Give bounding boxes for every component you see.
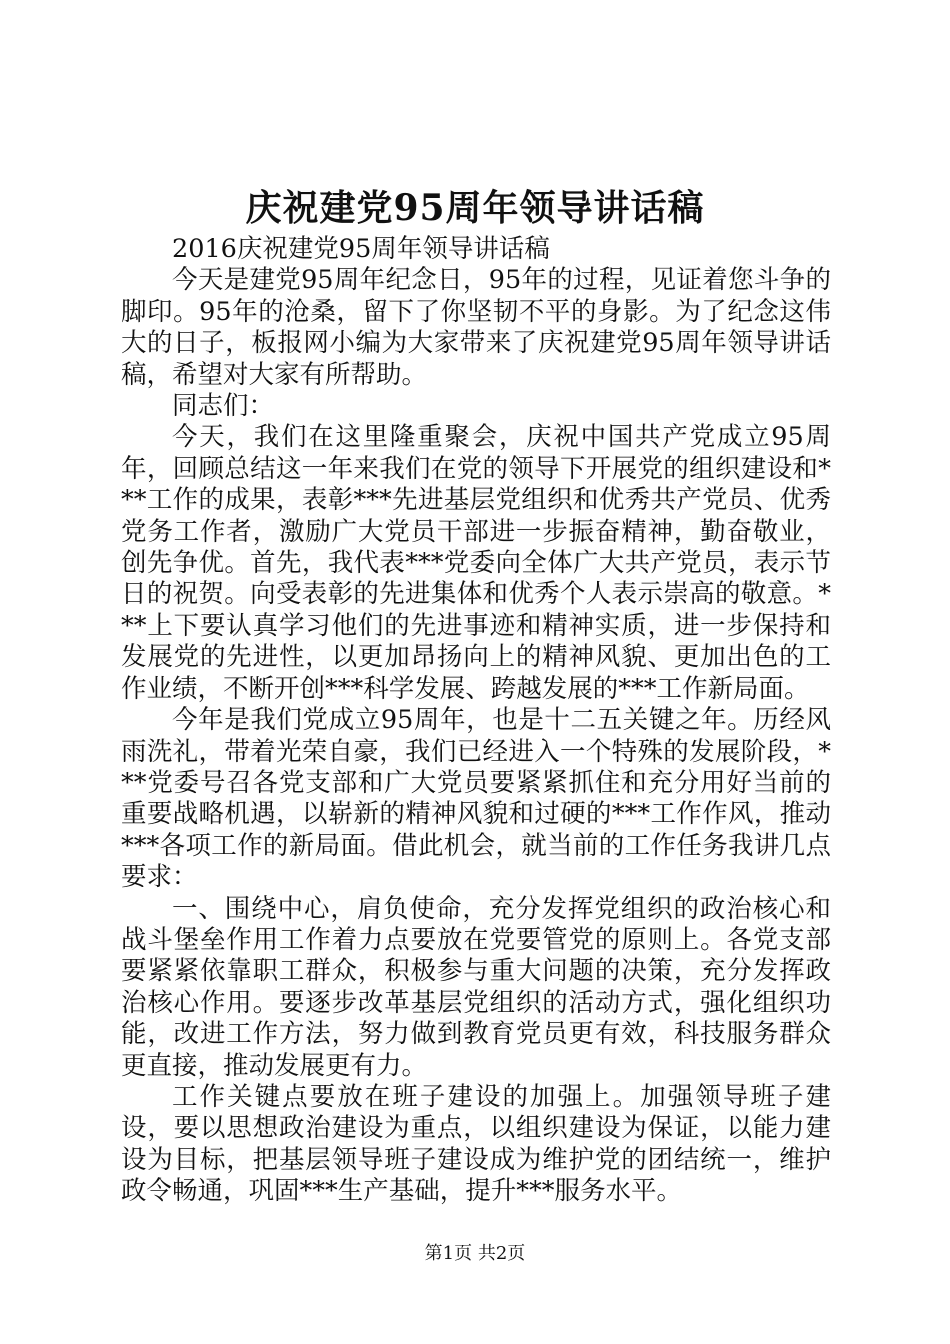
paragraph-body: 工作关键点要放在班子建设的加强上。加强领导班子建设，要以思想政治建设为重点，以组织建设为保证，以能力建设为目标，把基层领导班子建设成为维护党的团结统一，维护政令畅通，巩固***生产基础，提升***服务水平。 [121,1081,831,1207]
document-body [121,234,831,1208]
document-title: 庆祝建党95周年领导讲话稿 [245,187,705,229]
paragraph-body: 一、围绕中心，肩负使命，充分发挥党组织的政治核心和战斗堡垒作用工作着力点要放在党要管党的原则上。各党支部要紧紧依靠职工群众，积极参与重大问题的决策，充分发挥政治核心作用。要逐步改革基层党组织的活动方式，强化组织功能，改进工作方法，努力做到教育党员更有效，科技服务群众更直接，推动发展更有力。 [121,893,831,1081]
paragraph-subtitle: 2016庆祝建党95周年领导讲话稿 [172,234,550,264]
paragraph-body: 今天，我们在这里隆重聚会，庆祝中国共产党成立95周年，回顾总结这一年来我们在党的领导下开展党的组织建设和***工作的成果，表彰***先进基层党组织和优秀共产党员、优秀党务工作者，激励广大党员干部进一步振奋精神，勤奋敬业，创先争优。首先，我代表***党委向全体广大共产党员，表示节日的祝贺。向受表彰的先进集体和优秀个人表示崇高的敬意。***上下要认真学习他们的先进事迹和精神实质，进一步保持和发展党的先进性，以更加昂扬向上的精神风貌、更加出色的工作业绩，不断开创***科学发展、跨越发展的***工作新局面。 [121,422,831,704]
paragraph-body: 今年是我们党成立95周年，也是十二五关键之年。历经风雨洗礼，带着光荣自豪，我们已经进入一个特殊的发展阶段，***党委号召各党支部和广大党员要紧紧抓住和充分用好当前的重要战略机遇，以崭新的精神风貌和过硬的***工作作风，推动***各项工作的新局面。借此机会，就当前的工作任务我讲几点要求： [121,705,831,893]
paragraph-intro: 今天是建党95周年纪念日，95年的过程，见证着您斗争的脚印。95年的沧桑，留下了你坚韧不平的身影。为了纪念这伟大的日子，板报网小编为大家带来了庆祝建党95周年领导讲话稿，希望对大家有所帮助。 [121,265,831,390]
page-number-footer: 第1页 共2页 [424,1243,526,1264]
paragraph-salutation: 同志们： [172,391,275,422]
